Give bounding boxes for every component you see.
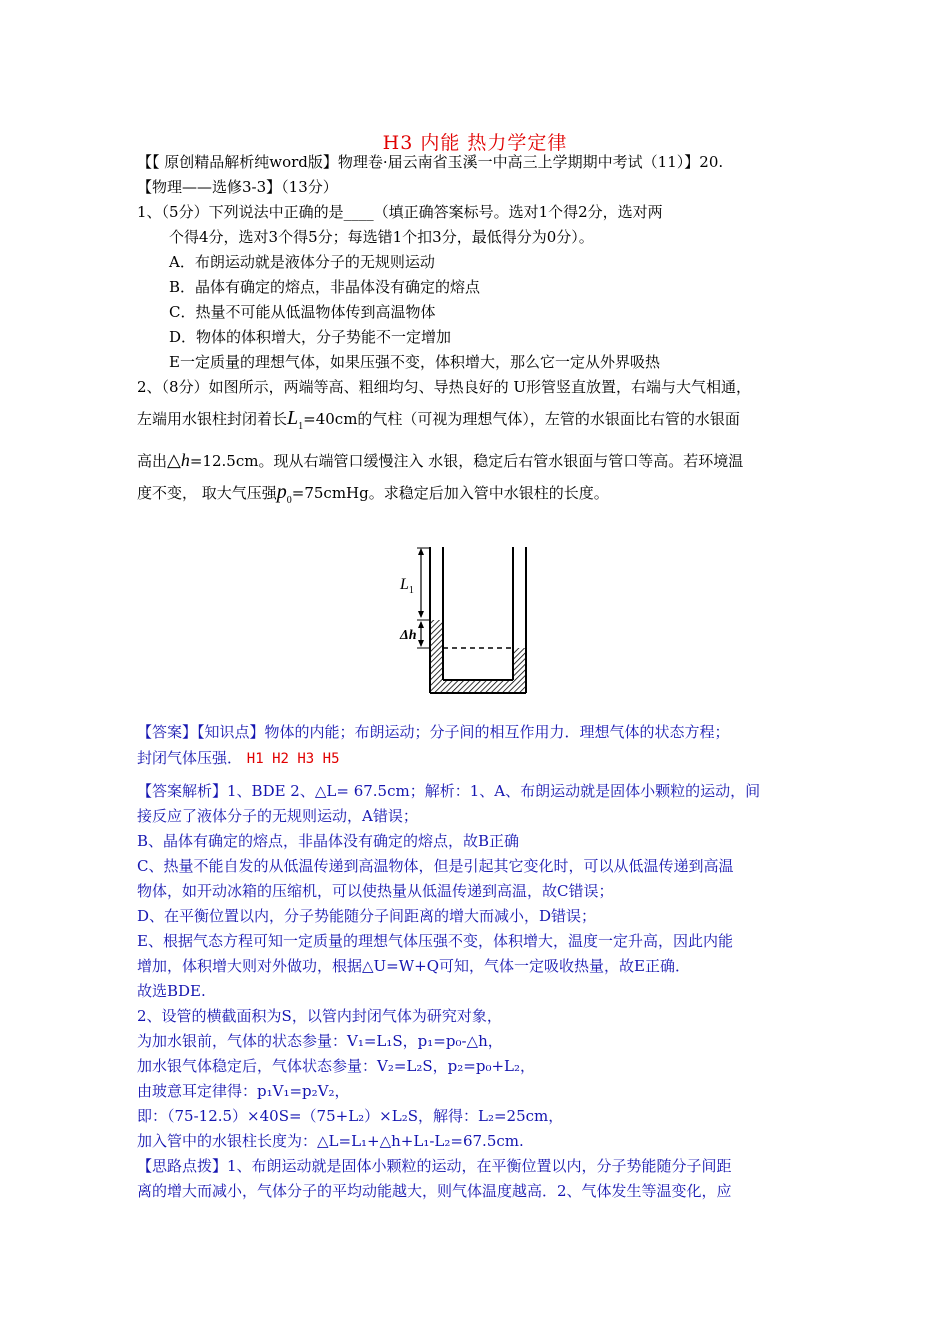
hint-line2: 离的增大而减小，气体分子的平均动能越大，则气体温度越高．2、气体发生等温变化，应 bbox=[137, 1182, 732, 1200]
answer-line1: 【答案】【知识点】物体的内能；布朗运动；分子间的相互作用力．理想气体的状态方程； bbox=[137, 723, 730, 741]
delta-h-symbol: △h bbox=[167, 450, 190, 470]
q2-line4-start: 度不变， 取大气压强 bbox=[137, 484, 277, 502]
analysis-line4: C、热量不能自发的从低温传递到高温物体，但是引起其它变化时，可以从低温传递到高温 bbox=[137, 857, 734, 875]
p0-symbol: $p_0$ bbox=[276, 481, 292, 506]
q1-option-b: B．晶体有确定的熔点，非晶体没有确定的熔点 bbox=[169, 278, 481, 296]
hint-line1: 【思路点拨】1、布朗运动就是固体小颗粒的运动，在平衡位置以内，分子势能随分子间距 bbox=[137, 1157, 732, 1175]
solution-line5: 即：（75-12.5）×40S=（75+L₂）×L₂S，解得：L₂=25cm， bbox=[137, 1107, 564, 1125]
q2-line3-start: 高出 bbox=[137, 452, 168, 470]
solution-line6: 加入管中的水银柱长度为：△L=L₁+△h+L₁-L₂=67.5cm. bbox=[137, 1132, 524, 1150]
page-title: H3 内能 热力学定律 bbox=[382, 132, 568, 154]
analysis-line2: 接反应了液体分子的无规则运动，A错误； bbox=[137, 807, 418, 825]
solution-line3: 加水银气体稳定后，气体状态参量：V₂=L₂S，p₂=p₀+L₂， bbox=[137, 1057, 536, 1075]
solution-line1: 2、设管的横截面积为S，以管内封闭气体为研究对象， bbox=[137, 1007, 502, 1025]
analysis-line9: 故选BDE. bbox=[137, 982, 206, 1000]
analysis-line3: B、晶体有确定的熔点，非晶体没有确定的熔点，故B正确 bbox=[137, 832, 520, 850]
delta-h-label: Δh bbox=[400, 628, 417, 643]
q1-option-d: D．物体的体积增大，分子势能不一定增加 bbox=[169, 328, 452, 346]
mercury-column bbox=[431, 620, 525, 692]
answer-line2 bbox=[137, 748, 340, 769]
q2-line2-end: =40cm的气柱（可视为理想气体），左管的水银面比右管的水银面 bbox=[303, 410, 740, 428]
q1-stem-line2: 个得4分，选对3个得5分；每选错1个扣3分，最低得分为0分）。 bbox=[169, 228, 594, 246]
analysis-line8: 增加，体积增大则对外做功，根据△U=W+Q可知，气体一定吸收热量，故E正确． bbox=[137, 957, 690, 975]
source-header-line2: 【物理——选修3-3】（13分） bbox=[137, 178, 338, 196]
q1-option-c: C．热量不可能从低温物体传到高温物体 bbox=[169, 303, 436, 321]
source-header-line1: 【【 原创精品解析纯word版】物理卷·届云南省玉溪一中高三上学期期中考试（11）】20. bbox=[137, 153, 724, 171]
l1-label: $L_1$ bbox=[400, 576, 414, 596]
analysis-line1: 【答案解析】1、BDE 2、△L= 67.5cm；解析：1、A、布朗运动就是固体小颗粒的运动，间 bbox=[137, 782, 761, 800]
q2-line4-end: =75cmHg。求稳定后加入管中水银柱的长度。 bbox=[291, 484, 609, 502]
knowledge-tags: H1 H2 H3 H5 bbox=[246, 751, 340, 767]
q1-stem-line1: 1、（5分）下列说法中正确的是____（填正确答案标号。选对1个得2分，选对两 bbox=[137, 203, 663, 221]
analysis-line7: E、根据气态方程可知一定质量的理想气体压强不变，体积增大，温度一定升高，因此内能 bbox=[137, 932, 733, 950]
solution-line2: 为加水银前，气体的状态参量：V₁=L₁S，p₁=p₀-△h， bbox=[137, 1032, 503, 1050]
answer-line2-text: 封闭气体压强． bbox=[137, 749, 243, 767]
q2-line3-end: =12.5cm。现从右端管口缓慢注入 水银，稳定后右管水银面与管口等高。若环境温 bbox=[189, 452, 744, 470]
q2-line1: 2、（8分）如图所示，两端等高、粗细均匀、导热良好的 U形管竖直放置，右端与大气相通， bbox=[137, 378, 752, 396]
q2-line2-start: 左端用水银柱封闭着长 bbox=[137, 410, 288, 428]
q2-line4 bbox=[137, 482, 609, 511]
l1-symbol: $L_1$ bbox=[287, 407, 304, 432]
q2-line2 bbox=[137, 408, 740, 437]
solution-line4: 由玻意耳定律得：p₁V₁=p₂V₂， bbox=[137, 1082, 350, 1100]
analysis-line5: 物体，如开动冰箱的压缩机，可以使热量从低温传递到高温，故C错误； bbox=[137, 882, 614, 900]
q1-option-a: A．布朗运动就是液体分子的无规则运动 bbox=[169, 253, 435, 271]
q2-line3 bbox=[137, 450, 743, 471]
q1-option-e: E一定质量的理想气体，如果压强不变，体积增大，那么它一定从外界吸热 bbox=[169, 353, 660, 371]
u-tube-figure bbox=[395, 545, 555, 705]
analysis-line6: D、在平衡位置以内，分子势能随分子间距离的增大而减小，D错误； bbox=[137, 907, 597, 925]
u-tube-diagram bbox=[395, 545, 555, 705]
